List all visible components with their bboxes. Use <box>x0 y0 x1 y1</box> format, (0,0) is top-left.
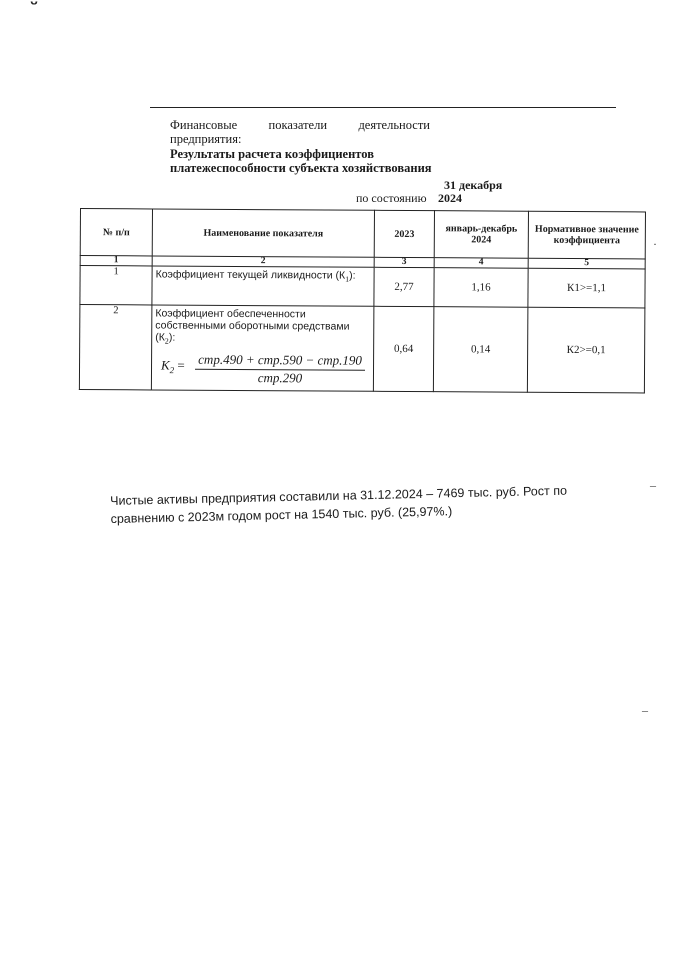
row-number: 2 <box>79 305 152 391</box>
formula-equals: = <box>174 357 185 373</box>
indicator-name-tail: ): <box>168 331 176 344</box>
col-header-2023: 2023 <box>374 210 434 257</box>
formula-lhs <box>161 358 185 376</box>
top-rule <box>150 107 616 108</box>
column-number: 2 <box>152 256 374 267</box>
table-row <box>79 305 645 394</box>
indicator-name-text: Коэффициент текущей ликвидности (К <box>155 268 346 282</box>
report-date-year: 2024 <box>438 191 462 205</box>
indicator-name-tail: ): <box>349 269 356 282</box>
column-number: 5 <box>528 258 645 269</box>
col-header-2024: январь-декабрь 2024 <box>434 211 528 259</box>
scan-mark: ﬞ ﬞ <box>34 2 39 24</box>
value-2024: 0,14 <box>433 307 528 393</box>
formula-lhs-subscript: 2 <box>169 365 175 376</box>
value-2024: 1,16 <box>434 268 528 308</box>
column-number: 3 <box>374 257 434 267</box>
formula-lhs-symbol: K <box>160 357 170 373</box>
col-header-norm: Нормативное значение коэффициента <box>528 211 645 259</box>
value-2023: 2,77 <box>374 267 434 306</box>
scan-mark: – <box>642 703 648 717</box>
indicator-name-text: Коэффициент обеспеченности собственными оборотными средствами (К <box>155 307 350 344</box>
document-subtitle <box>170 147 470 175</box>
report-date-label: по состоянию <box>356 191 427 205</box>
document-title <box>170 118 430 146</box>
col-header-name: Наименование показателя <box>152 209 374 257</box>
row-number: 1 <box>80 266 152 305</box>
formula-numerator: стр.490 + стр.590 − стр.190 <box>195 352 365 371</box>
ratios-table <box>79 208 646 394</box>
column-number: 1 <box>80 256 152 266</box>
table-row <box>80 266 645 308</box>
title-word: показатели <box>268 118 328 132</box>
formula-denominator: стр.290 <box>257 370 303 386</box>
table-header-row <box>80 209 645 259</box>
title-word: Финансовые <box>170 118 238 132</box>
norm-value: К1>=1,1 <box>528 268 645 308</box>
subtitle-line1: Результаты расчета коэффициентов <box>170 147 374 161</box>
indicator-subscript: 1 <box>345 274 350 284</box>
net-assets-summary: Чистые активы предприятия составили на 31.12.2024 – 7469 тыс. руб. Рост по сравнению с 2023м годом рост на 1540 тыс. руб. (25,97%.) <box>110 483 568 526</box>
scan-mark: · <box>653 237 657 251</box>
title-line2: предприятия: <box>170 132 242 146</box>
scan-mark: – <box>650 478 656 492</box>
ratio-formula <box>155 352 370 389</box>
subtitle-line2: платежеспособности субъекта хозяйствования <box>170 161 432 175</box>
indicator-name <box>151 305 374 391</box>
report-date-day: 31 декабря <box>444 178 503 192</box>
norm-value: К2>=0,1 <box>527 307 645 393</box>
col-header-number: № п/п <box>80 209 152 256</box>
column-number: 4 <box>434 258 528 269</box>
title-word: деятельности <box>358 118 430 132</box>
indicator-name <box>152 266 374 306</box>
indicator-subscript: 2 <box>164 336 169 346</box>
value-2023: 0,64 <box>373 306 434 391</box>
